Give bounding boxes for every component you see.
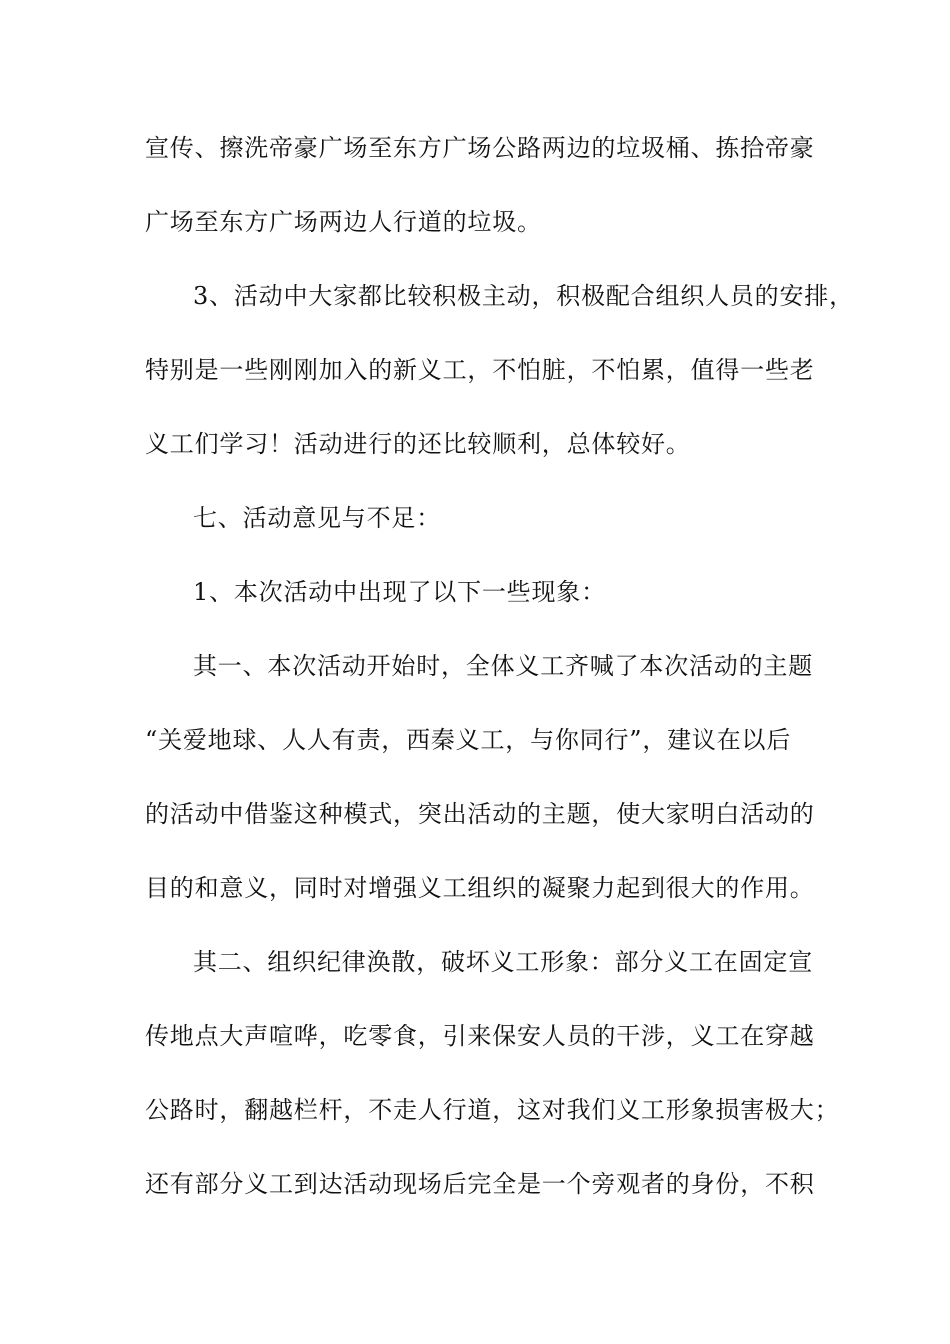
document-body [145, 130, 854, 1240]
text-line-15: 还有部分义工到达活动现场后完全是一个旁观者的身份，不积 [145, 1170, 815, 1198]
text-line-7: 1、本次活动中出现了以下一些现象： [193, 578, 606, 606]
text-line-1: 宣传、擦洗帝豪广场至东方广场公路两边的垃圾桶、拣拾帝豪 [145, 134, 815, 162]
text-line-9: “关爱地球、人人有责，西秦义工，与你同行”，建议在以后 [145, 726, 792, 754]
text-line-8: 其一、本次活动开始时，全体义工齐喊了本次活动的主题 [193, 652, 813, 680]
text-line-2: 广场至东方广场两边人行道的垃圾。 [145, 208, 542, 236]
text-line-5: 义工们学习！活动进行的还比较顺利，总体较好。 [145, 430, 691, 458]
text-line-14: 公路时，翻越栏杆，不走人行道，这对我们义工形象损害极大； [145, 1096, 840, 1124]
section-heading: 七、活动意见与不足： [193, 504, 441, 532]
text-line-10: 的活动中借鉴这种模式，突出活动的主题，使大家明白活动的 [145, 800, 815, 828]
text-line-13: 传地点大声喧哗，吃零食，引来保安人员的干涉，义工在穿越 [145, 1022, 815, 1050]
text-line-12: 其二、组织纪律涣散，破坏义工形象：部分义工在固定宣 [193, 948, 813, 976]
text-line-4: 特别是一些刚刚加入的新义工，不怕脏，不怕累，值得一些老 [145, 356, 815, 384]
text-line-11: 目的和意义，同时对增强义工组织的凝聚力起到很大的作用。 [145, 874, 815, 902]
text-line-3: 3、活动中大家都比较积极主动，积极配合组织人员的安排， [193, 282, 854, 310]
